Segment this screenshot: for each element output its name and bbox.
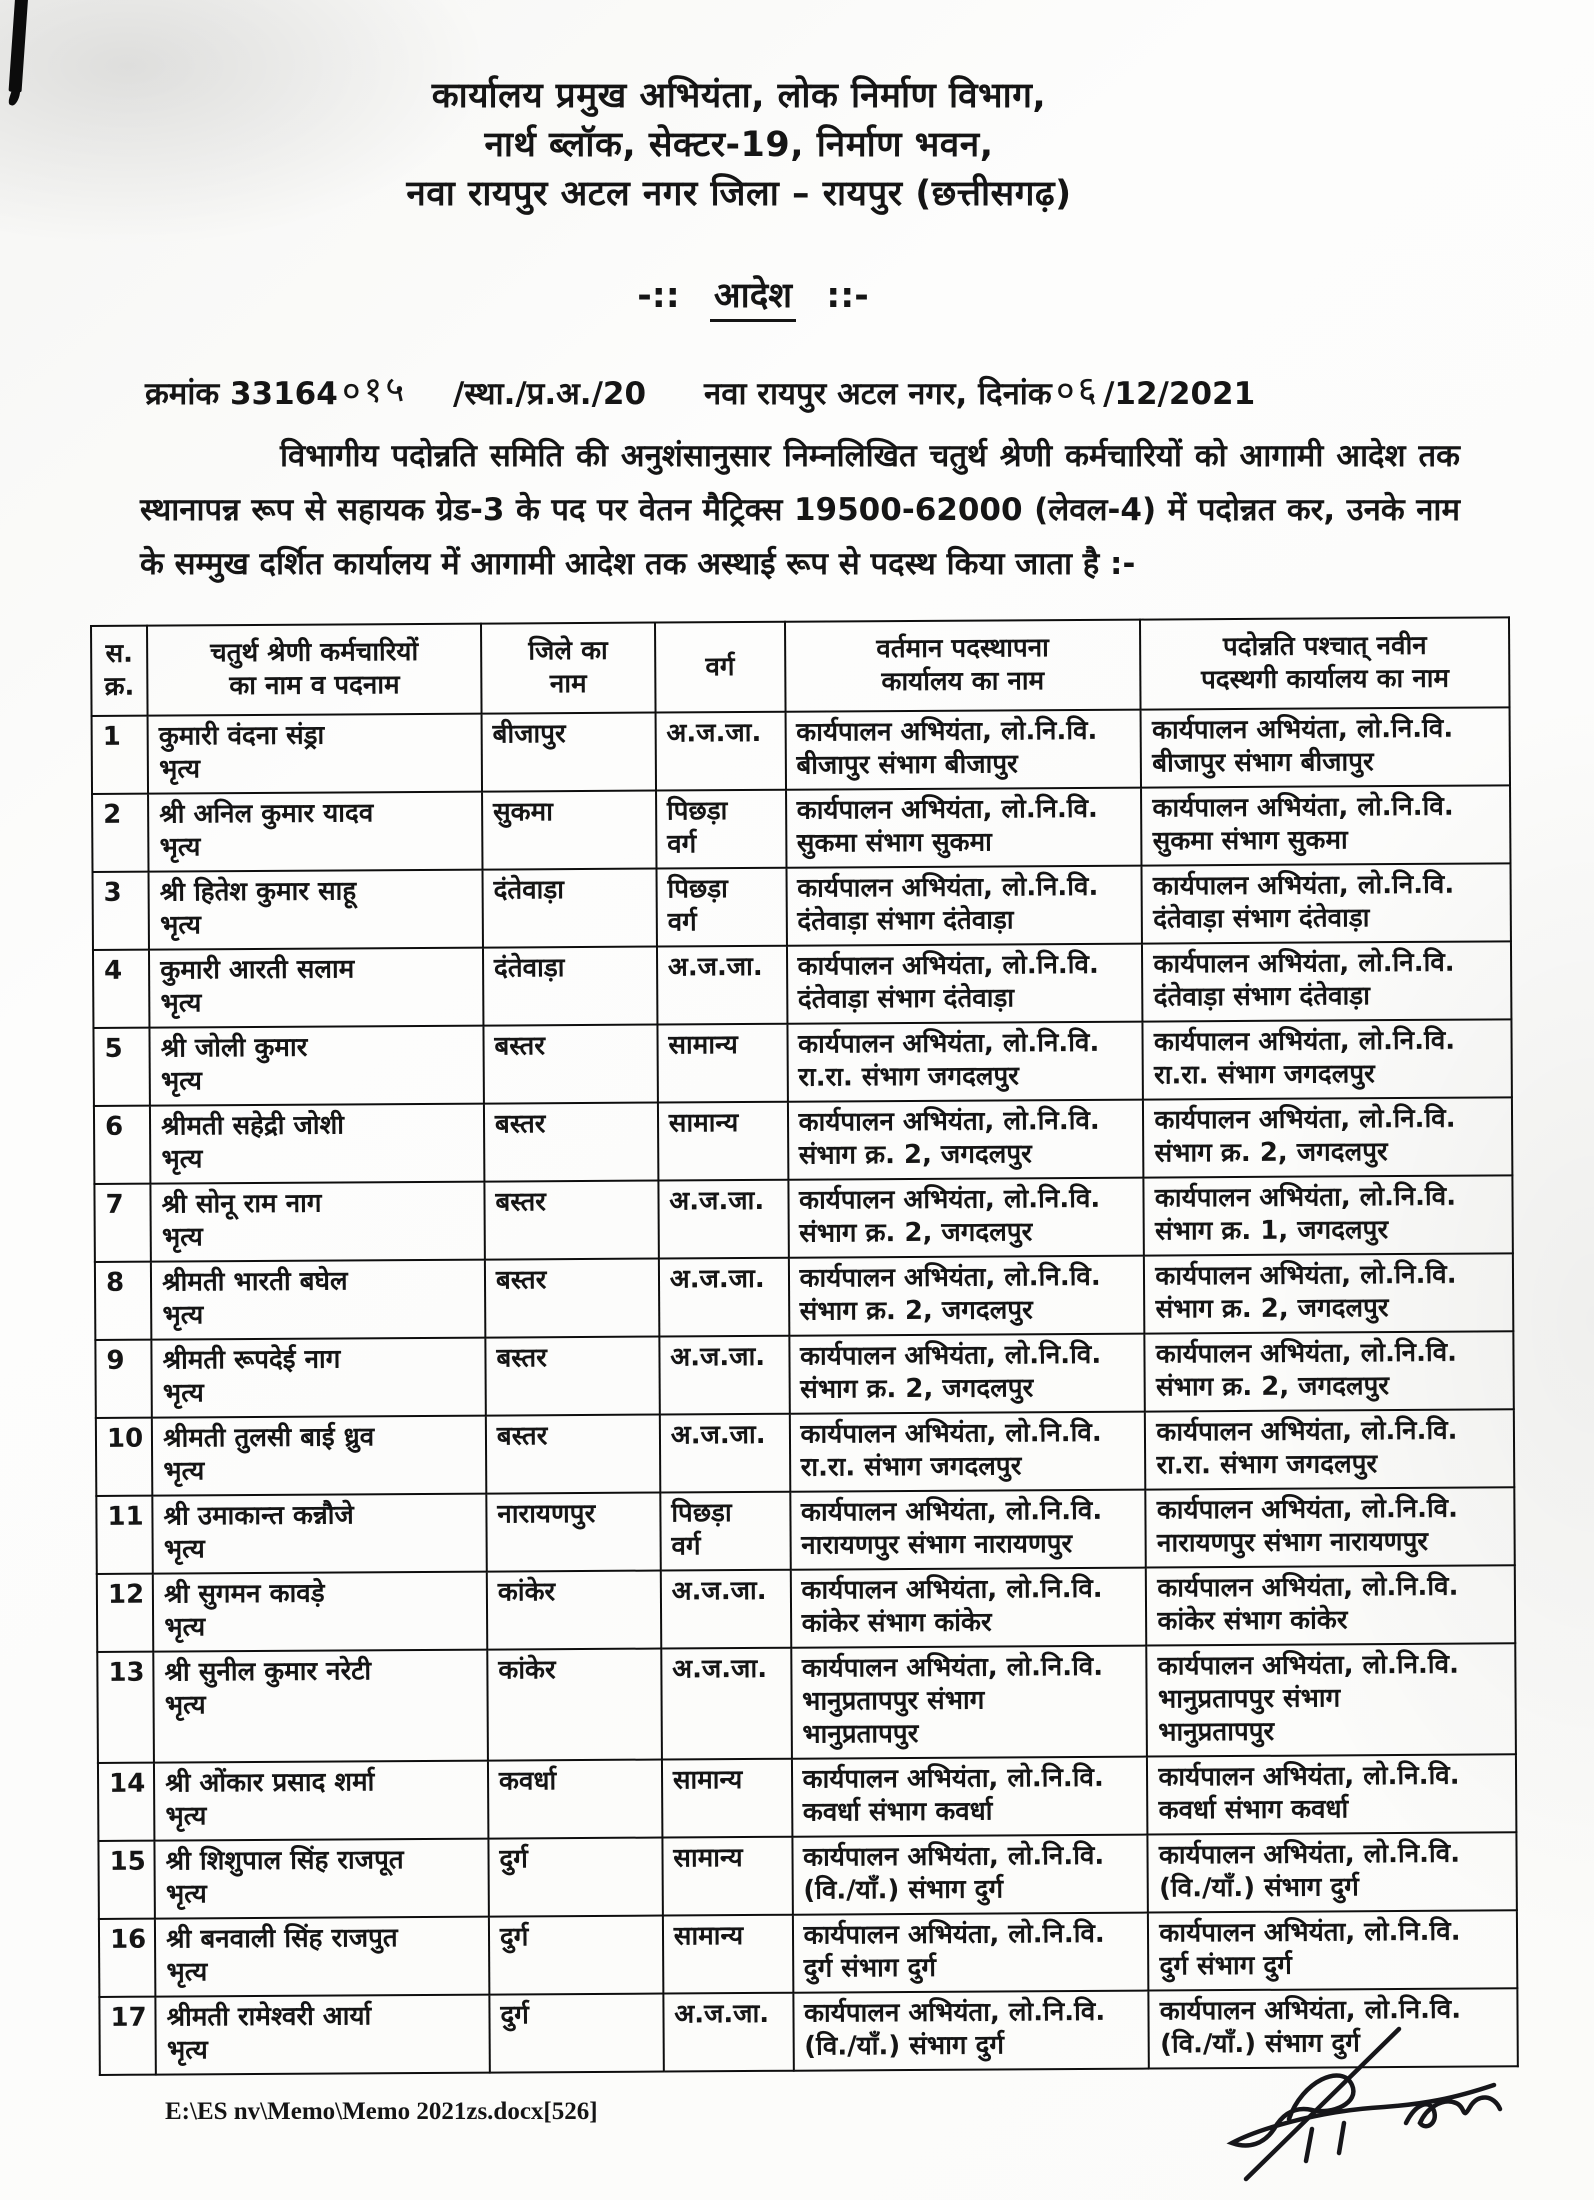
cell-category: अ.ज.जा.: [660, 1414, 790, 1493]
table-row: [93, 941, 1511, 1028]
cell-district: दुर्ग: [489, 1994, 663, 2073]
cell-district: सुकमा: [482, 791, 656, 870]
cell-category: अ.ज.जा.: [659, 1336, 789, 1415]
cell-category: सामान्य: [662, 1837, 792, 1916]
cell-category: सामान्य: [658, 1102, 788, 1181]
cell-current-office: कार्यपालन अभियंता, लो.नि.वि. (वि./याँ.) संभाग दुर्ग: [793, 1991, 1149, 2071]
cell-current-office: कार्यपालन अभियंता, लो.नि.वि. दुर्ग संभाग दुर्ग: [792, 1913, 1148, 1993]
cell-current-office: कार्यपालन अभियंता, लो.नि.वि. दंतेवाड़ा संभाग दंतेवाड़ा: [786, 866, 1142, 946]
cell-serial: 10: [96, 1418, 153, 1496]
cell-serial: 14: [98, 1763, 155, 1841]
cell-new-office: कार्यपालन अभियंता, लो.नि.वि. दंतेवाड़ा संभाग दंतेवाड़ा: [1142, 863, 1511, 943]
cell-district: बस्तर: [485, 1337, 659, 1416]
cell-serial: 17: [99, 1997, 156, 2075]
cell-category: अ.ज.जा.: [657, 946, 787, 1025]
cell-new-office: कार्यपालन अभियंता, लो.नि.वि. कांकेर संभाग कांकेर: [1146, 1565, 1515, 1645]
cell-district: कांकेर: [487, 1571, 661, 1650]
cell-district: बस्तर: [485, 1259, 659, 1338]
cell-district: दुर्ग: [488, 1838, 662, 1917]
cell-current-office: कार्यपालन अभियंता, लो.नि.वि. दंतेवाड़ा संभाग दंतेवाड़ा: [787, 944, 1143, 1024]
cell-employee-name: श्री अनिल कुमार यादव भृत्य: [148, 792, 482, 872]
cell-new-office: कार्यपालन अभियंता, लो.नि.वि. (वि./याँ.) संभाग दुर्ग: [1148, 1832, 1517, 1912]
table-row: [98, 1754, 1516, 1841]
cell-serial: 5: [93, 1028, 150, 1106]
cell-employee-name: श्री ओंकार प्रसाद शर्मा भृत्य: [154, 1761, 488, 1841]
cell-current-office: कार्यपालन अभियंता, लो.नि.वि. कांकेर संभाग कांकेर: [790, 1568, 1146, 1648]
cell-new-office: कार्यपालन अभियंता, लो.नि.वि. दुर्ग संभाग दुर्ग: [1148, 1910, 1517, 1990]
cell-employee-name: श्री हितेश कुमार साहू भृत्य: [149, 870, 483, 950]
order-heading-title: आदेश: [710, 276, 796, 322]
table-row: [95, 1253, 1513, 1340]
cell-current-office: कार्यपालन अभियंता, लो.नि.वि. रा.रा. संभाग जगदलपुर: [789, 1412, 1145, 1492]
header-employee-name: चतुर्थ श्रेणी कर्मचारियों का नाम व पदनाम: [147, 624, 481, 716]
cell-new-office: कार्यपालन अभियंता, लो.नि.वि. भानुप्रतापपुर संभाग भानुप्रतापपुर: [1147, 1643, 1516, 1756]
cell-category: अ.ज.जा.: [663, 1993, 793, 2072]
cell-employee-name: श्री जोली कुमार भृत्य: [150, 1026, 484, 1106]
cell-category: सामान्य: [663, 1915, 793, 1994]
letterhead-line-1: कार्यालय प्रमुख अभियंता, लोक निर्माण विभाग,: [431, 76, 1047, 116]
cell-new-office: कार्यपालन अभियंता, लो.नि.वि. कवर्धा संभाग कवर्धा: [1147, 1754, 1516, 1834]
letterhead-line-3: नवा रायपुर अटल नगर जिला – रायपुर (छत्तीसगढ़): [406, 174, 1072, 214]
table-row: [95, 1331, 1513, 1418]
cell-serial: 2: [92, 794, 149, 872]
cell-category: अ.ज.जा.: [661, 1648, 791, 1760]
cell-category: अ.ज.जा.: [658, 1180, 788, 1259]
cell-serial: 15: [98, 1841, 155, 1919]
cell-serial: 7: [94, 1184, 151, 1262]
signature-scribble: [1194, 2011, 1524, 2186]
cell-district: दंतेवाड़ा: [482, 869, 656, 948]
cell-current-office: कार्यपालन अभियंता, लो.नि.वि. संभाग क्र. 2, जगदलपुर: [788, 1178, 1144, 1258]
handwritten-date-day: ०६: [1054, 369, 1100, 412]
cell-employee-name: श्री शिशुपाल सिंह राजपूत भृत्य: [155, 1839, 489, 1919]
cell-new-office: कार्यपालन अभियंता, लो.नि.वि. संभाग क्र. 2, जगदलपुर: [1144, 1253, 1513, 1333]
cell-serial: 16: [99, 1919, 156, 1997]
header-serial: स. क्र.: [91, 626, 148, 716]
reference-line: [145, 366, 1464, 415]
cell-new-office: कार्यपालन अभियंता, लो.नि.वि. बीजापुर संभाग बीजापुर: [1141, 707, 1510, 787]
cell-current-office: कार्यपालन अभियंता, लो.नि.वि. सुकमा संभाग सुकमा: [786, 788, 1142, 868]
table-header: [91, 617, 1510, 716]
header-district: जिले का नाम: [481, 623, 655, 714]
letterhead: [0, 72, 1536, 219]
cell-new-office: कार्यपालन अभियंता, लो.नि.वि. सुकमा संभाग सुकमा: [1141, 785, 1510, 865]
order-heading-prefix: -::: [637, 276, 680, 316]
cell-district: दंतेवाड़ा: [483, 947, 657, 1026]
cell-serial: 3: [93, 872, 150, 950]
cell-current-office: कार्यपालन अभियंता, लो.नि.वि. बीजापुर संभाग बीजापुर: [785, 710, 1141, 790]
letterhead-line-2: नार्थ ब्लॉक, सेक्टर-19, निर्माण भवन,: [484, 125, 994, 165]
header-current-office: वर्तमान पदस्थापना कार्यालय का नाम: [785, 620, 1141, 712]
cell-employee-name: श्री सुनील कुमार नरेटी भृत्य: [153, 1650, 487, 1763]
cell-serial: 4: [93, 950, 150, 1028]
cell-district: बस्तर: [484, 1103, 658, 1182]
table-row: [94, 1175, 1512, 1262]
cell-current-office: कार्यपालन अभियंता, लो.नि.वि. भानुप्रतापपुर संभाग भानुप्रतापपुर: [791, 1646, 1147, 1759]
cell-district: बस्तर: [483, 1025, 657, 1104]
cell-district: कवर्धा: [488, 1760, 662, 1839]
cell-serial: 12: [97, 1574, 154, 1652]
table-row: [94, 1097, 1512, 1184]
cell-current-office: कार्यपालन अभियंता, लो.नि.वि. संभाग क्र. 2, जगदलपुर: [789, 1334, 1145, 1414]
cell-new-office: कार्यपालन अभियंता, लो.नि.वि. संभाग क्र. 1, जगदलपुर: [1144, 1175, 1513, 1255]
order-number-label: क्रमांक 33164: [145, 376, 338, 412]
cell-employee-name: श्रीमती तुलसी बाई ध्रुव भृत्य: [152, 1416, 486, 1496]
cell-serial: 1: [92, 716, 149, 794]
cell-district: नारायणपुर: [486, 1493, 660, 1572]
cell-category: अ.ज.जा.: [661, 1570, 791, 1649]
cell-employee-name: श्रीमती सहेद्री जोशी भृत्य: [150, 1104, 484, 1184]
cell-category: पिछड़ा वर्ग: [660, 1492, 790, 1571]
handwritten-order-number: ०१५: [341, 368, 408, 413]
cell-employee-name: श्रीमती भारती बघेल भृत्य: [151, 1260, 485, 1340]
cell-category: पिछड़ा वर्ग: [656, 868, 786, 947]
order-heading-suffix: ::-: [826, 276, 869, 316]
table-row: [97, 1643, 1516, 1763]
table-row: [93, 1019, 1511, 1106]
file-reference: /स्था./प्र.अ./20: [453, 376, 647, 412]
cell-employee-name: श्री उमाकान्त कन्नौजे भृत्य: [153, 1494, 487, 1574]
cell-serial: 8: [95, 1262, 152, 1340]
signature-icon: [1194, 2011, 1524, 2186]
cell-category: पिछड़ा वर्ग: [656, 790, 786, 869]
body-paragraph: विभागीय पदोन्नति समिति की अनुशंसानुसार निम्नलिखित चतुर्थ श्रेणी कर्मचारियों को आगामी आदेश तक स्थानापन्न रूप से सहायक ग्रेड-3 के पद पर वेतन मैट्रिक्स 19500-62000 (लेवल-4) में पदोन्नत कर, उनके नाम के सम्मुख दर्शित कार्यालय में आगामी आदेश तक अस्थाई रूप से पदस्थ किया जाता है :-: [140, 438, 1460, 582]
cell-new-office: कार्यपालन अभियंता, लो.नि.वि. (वि./याँ.) संभाग दुर्ग: [1149, 1988, 1518, 2068]
order-heading: [0, 271, 1550, 318]
table-row: [92, 707, 1510, 794]
cell-employee-name: श्री बनवाली सिंह राजपुत भृत्य: [155, 1917, 489, 1997]
cell-current-office: कार्यपालन अभियंता, लो.नि.वि. नारायणपुर संभाग नारायणपुर: [790, 1490, 1146, 1570]
date-rest: /12/2021: [1103, 376, 1256, 412]
cell-employee-name: कुमारी वंदना संड्रा भृत्य: [148, 714, 482, 794]
cell-serial: 9: [95, 1340, 152, 1418]
employee-table-body: [92, 707, 1518, 2075]
table-row: [92, 785, 1510, 872]
table-row: [97, 1565, 1515, 1652]
cell-current-office: कार्यपालन अभियंता, लो.नि.वि. संभाग क्र. 2, जगदलपुर: [787, 1100, 1143, 1180]
cell-employee-name: कुमारी आरती सलाम भृत्य: [149, 948, 483, 1028]
cell-new-office: कार्यपालन अभियंता, लो.नि.वि. दंतेवाड़ा संभाग दंतेवाड़ा: [1142, 941, 1511, 1021]
cell-new-office: कार्यपालन अभियंता, लो.नि.वि. संभाग क्र. 2, जगदलपुर: [1145, 1331, 1514, 1411]
cell-district: बीजापुर: [481, 713, 655, 792]
table-row: [99, 1910, 1517, 1997]
cell-serial: 13: [97, 1652, 154, 1763]
cell-category: सामान्य: [657, 1024, 787, 1103]
cell-employee-name: श्रीमती रूपदेई नाग भृत्य: [152, 1338, 486, 1418]
cell-district: बस्तर: [486, 1415, 660, 1494]
cell-current-office: कार्यपालन अभियंता, लो.नि.वि. संभाग क्र. 2, जगदलपुर: [788, 1256, 1144, 1336]
file-path-footer: E:\ES nv\Memo\Memo 2021zs.docx[526]: [165, 2098, 598, 2125]
cell-category: सामान्य: [662, 1759, 792, 1838]
cell-current-office: कार्यपालन अभियंता, लो.नि.वि. रा.रा. संभाग जगदलपुर: [787, 1022, 1143, 1102]
header-new-office: पदोन्नति पश्चात् नवीन पदस्थगी कार्यालय का नाम: [1140, 617, 1509, 709]
cell-new-office: कार्यपालन अभियंता, लो.नि.वि. रा.रा. संभाग जगदलपुर: [1143, 1019, 1512, 1099]
cell-serial: 6: [94, 1106, 151, 1184]
cell-current-office: कार्यपालन अभियंता, लो.नि.वि. (वि./याँ.) संभाग दुर्ग: [792, 1835, 1148, 1915]
cell-new-office: कार्यपालन अभियंता, लो.नि.वि. संभाग क्र. 2, जगदलपुर: [1143, 1097, 1512, 1177]
cell-district: दुर्ग: [489, 1916, 663, 1995]
cell-district: कांकेर: [487, 1649, 662, 1761]
place-date-label: नवा रायपुर अटल नगर, दिनांक: [704, 376, 1052, 412]
table-row: [93, 863, 1511, 950]
cell-employee-name: श्री सोनू राम नाग भृत्य: [151, 1182, 485, 1262]
cell-category: अ.ज.जा.: [659, 1258, 789, 1337]
cell-new-office: कार्यपालन अभियंता, लो.नि.वि. रा.रा. संभाग जगदलपुर: [1145, 1409, 1514, 1489]
cell-employee-name: श्री सुगमन कावड़े भृत्य: [153, 1572, 487, 1652]
header-category: वर्ग: [655, 622, 785, 713]
table-row: [96, 1487, 1514, 1574]
cell-current-office: कार्यपालन अभियंता, लो.नि.वि. कवर्धा संभाग कवर्धा: [791, 1757, 1147, 1837]
table-row: [96, 1409, 1514, 1496]
cell-employee-name: श्रीमती रामेश्वरी आर्या भृत्य: [156, 1995, 490, 2075]
cell-district: बस्तर: [484, 1181, 658, 1260]
cell-new-office: कार्यपालन अभियंता, लो.नि.वि. नारायणपुर संभाग नारायणपुर: [1146, 1487, 1515, 1567]
cell-category: अ.ज.जा.: [655, 712, 785, 791]
employee-promotion-table: [90, 616, 1519, 2076]
table-row: [98, 1832, 1516, 1919]
cell-serial: 11: [96, 1496, 153, 1574]
